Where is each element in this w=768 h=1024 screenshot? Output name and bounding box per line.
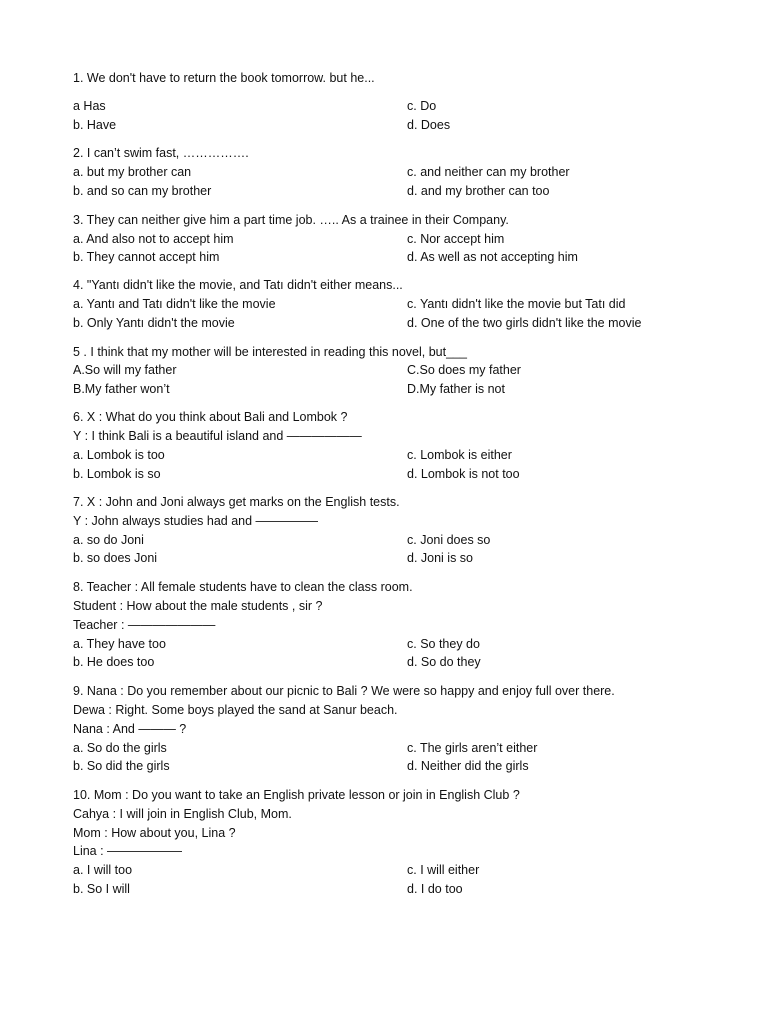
q10-option-c: c. I will either	[407, 863, 480, 877]
question-10-line-2: Cahya : I will join in English Club, Mom.	[73, 807, 292, 821]
q4-option-d: d. One of the two girls didn't like the movie	[407, 316, 642, 330]
q4-option-a: a. Yantı and Tatı didn't like the movie	[73, 297, 276, 311]
q10-option-a: a. I will too	[73, 863, 133, 877]
question-9-line-2: Dewa : Right. Some boys played the sand at Sanur beach.	[73, 703, 398, 717]
q7-option-d: d. Joni is so	[407, 551, 474, 565]
q7-option-a: a. so do Joni	[73, 533, 144, 547]
q3-option-c: c. Nor accept him	[407, 232, 505, 246]
q8-option-a: a. They have too	[73, 637, 166, 651]
q9-option-d: d. Neither did the girls	[407, 759, 529, 773]
q1-option-c: c. Do	[407, 99, 437, 113]
question-4-stem: 4. "Yantı didn't like the movie, and Tatı didn't either means...	[73, 278, 403, 292]
q5-option-d: D.My father is not	[407, 382, 505, 396]
q1-option-b: b. Have	[73, 118, 117, 132]
q3-option-b: b. They cannot accept him	[73, 250, 220, 264]
q9-option-b: b. So did the girls	[73, 759, 170, 773]
q7-option-b: b. so does Joni	[73, 551, 158, 565]
question-7-stem: 7. X : John and Joni always get marks on the English tests.	[73, 495, 400, 509]
q7-option-c: c. Joni does so	[407, 533, 491, 547]
q1-option-a: a Has	[73, 99, 106, 113]
question-9-stem: 9. Nana : Do you remember about our picnic to Bali ? We were so happy and enjoy full over there.	[73, 684, 615, 698]
question-8-line-2: Student : How about the male students , sir ?	[73, 599, 323, 613]
q10-option-b: b. So I will	[73, 882, 130, 896]
q3-option-d: d. As well as not accepting him	[407, 250, 578, 264]
question-5-stem: 5 . I think that my mother will be interested in reading this novel, but___	[73, 345, 467, 359]
question-3-stem: 3. They can neither give him a part time job. ….. As a trainee in their Company.	[73, 213, 509, 227]
q8-option-d: d. So do they	[407, 655, 481, 669]
question-6-stem: 6. X : What do you think about Bali and Lombok ?	[73, 410, 348, 424]
q6-option-d: d. Lombok is not too	[407, 467, 520, 481]
q5-option-c: C.So does my father	[407, 363, 521, 377]
q2-option-c: c. and neither can my brother	[407, 165, 570, 179]
q8-option-c: c. So they do	[407, 637, 480, 651]
q1-option-d: d. Does	[407, 118, 451, 132]
question-2-stem: 2. I can’t swim fast, …………….	[73, 146, 249, 160]
question-6-line-2: Y : I think Bali is a beautiful island and ——————	[73, 429, 362, 443]
q9-option-c: c. The girls aren’t either	[407, 741, 538, 755]
q2-option-a: a. but my brother can	[73, 165, 192, 179]
q2-option-b: b. and so can my brother	[73, 184, 212, 198]
q2-option-d: d. and my brother can too	[407, 184, 550, 198]
question-8-line-3: Teacher : ———————	[73, 618, 216, 632]
q6-option-c: c. Lombok is either	[407, 448, 512, 462]
q10-option-d: d. I do too	[407, 882, 463, 896]
question-8-stem: 8. Teacher : All female students have to clean the class room.	[73, 580, 413, 594]
q8-option-b: b. He does too	[73, 655, 155, 669]
question-10-line-4: Lina : ——————	[73, 844, 183, 858]
q3-option-a: a. And also not to accept him	[73, 232, 234, 246]
question-1-stem: 1. We don't have to return the book tomorrow. but he...	[73, 71, 375, 85]
q5-option-b: B.My father won’t	[73, 382, 170, 396]
q5-option-a: A.So will my father	[73, 363, 177, 377]
q4-option-b: b. Only Yantı didn't the movie	[73, 316, 235, 330]
q9-option-a: a. So do the girls	[73, 741, 167, 755]
question-7-line-2: Y : John always studies had and —————	[73, 514, 319, 528]
q6-option-a: a. Lombok is too	[73, 448, 165, 462]
question-9-line-3: Nana : And ——— ?	[73, 722, 187, 736]
q6-option-b: b. Lombok is so	[73, 467, 161, 481]
question-10-line-3: Mom : How about you, Lina ?	[73, 826, 236, 840]
question-10-stem: 10. Mom : Do you want to take an English private lesson or join in English Club ?	[73, 788, 520, 802]
q4-option-c: c. Yantı didn't like the movie but Tatı did	[407, 297, 626, 311]
